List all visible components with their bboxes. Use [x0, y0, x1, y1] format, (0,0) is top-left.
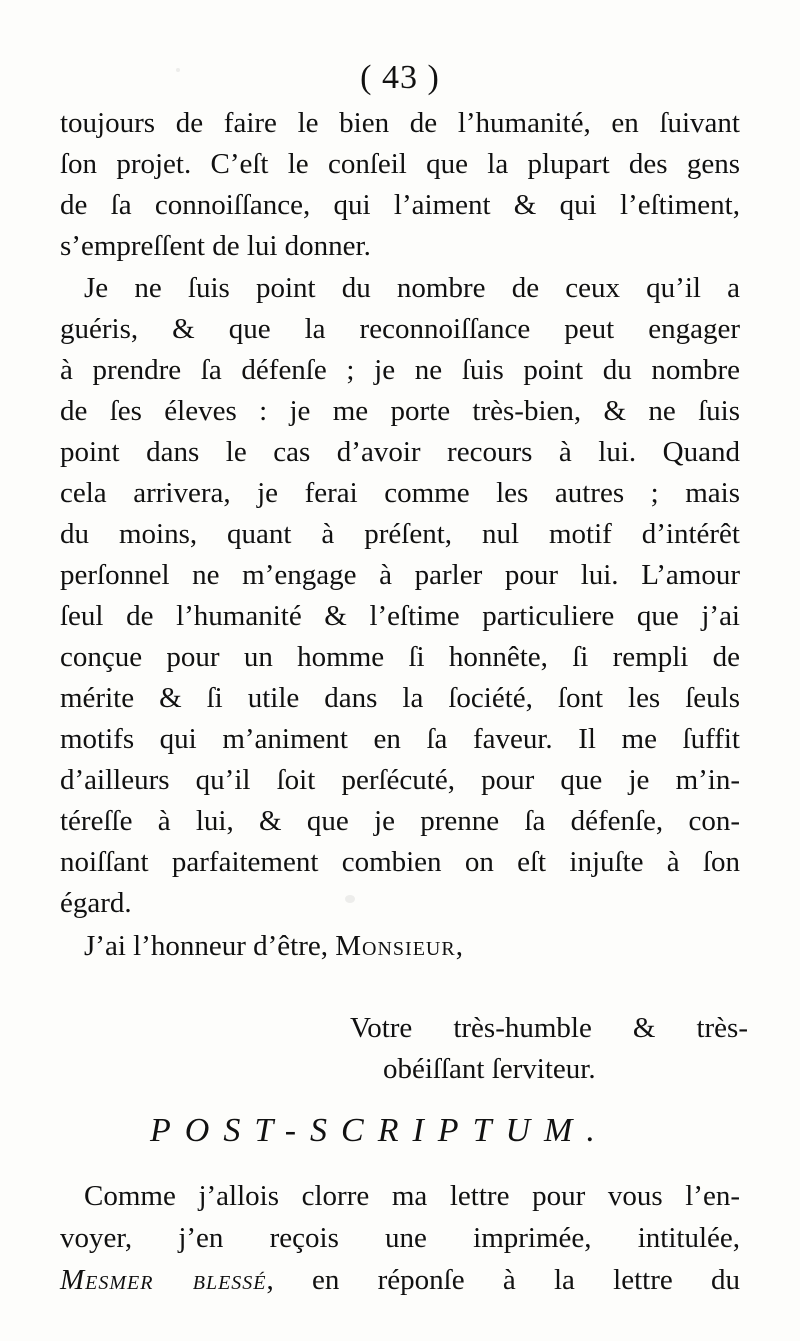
salutation-prefix: J’ai l’honneur d’être,	[84, 930, 336, 962]
postscript-line-1: Comme j’allois clorre ma lettre pour vous l’en-	[84, 1180, 740, 1212]
salutation-name: Monsieur	[335, 930, 456, 962]
text-line-11: du moins, quant à préſent, nul motif d’intérêt	[60, 518, 740, 550]
paper-spot	[176, 68, 180, 72]
postscript-heading: POST-SCRIPTUM.	[150, 1112, 609, 1149]
text-line-1: toujours de faire le bien de l’humanité, en ſuivant	[60, 107, 740, 139]
text-line-12: perſonnel ne m’engage à parler pour lui. L’amour	[60, 559, 740, 591]
text-line-7: à prendre ſa défenſe ; je ne ſuis point du nombre	[60, 354, 740, 386]
paper-spot	[345, 895, 355, 903]
text-line-17: d’ailleurs qu’il ſoit perſécuté, pour que je m’in-	[60, 764, 740, 796]
postscript-line-2: voyer, j’en reçois une imprimée, intitulée,	[60, 1222, 740, 1254]
text-line-13: ſeul de l’humanité & l’eſtime particuliere que j’ai	[60, 600, 740, 632]
closing-line-1: Votre très-humble & très-	[350, 1012, 748, 1044]
text-line-6: guéris, & que la reconnoiſſance peut engager	[60, 313, 740, 345]
text-line-2: ſon projet. C’eſt le conſeil que la plupart des gens	[60, 148, 740, 180]
text-line-20: égard.	[60, 887, 132, 919]
text-line-14: conçue pour un homme ſi honnête, ſi rempli de	[60, 641, 740, 673]
text-line-16: motifs qui m’animent en ſa faveur. Il me ſuffit	[60, 723, 740, 755]
text-line-19: noiſſant parfaitement combien on eſt injuſte à ſon	[60, 846, 740, 878]
page-number: ( 43 )	[360, 59, 440, 96]
text-line-18: téreſſe à lui, & que je prenne ſa défenſe, con-	[60, 805, 740, 837]
text-line-4: s’empreſſent de lui donner.	[60, 230, 371, 262]
closing-line-2: obéiſſant ſerviteur.	[383, 1053, 596, 1085]
text-line-5: Je ne ſuis point du nombre de ceux qu’il a	[84, 272, 740, 304]
text-line-9: point dans le cas d’avoir recours à lui. Quand	[60, 436, 740, 468]
postscript-title: Mesmer blessé	[60, 1264, 267, 1296]
salutation-line	[84, 926, 740, 966]
postscript-line-3-rest: , en réponſe à la lettre du	[266, 1264, 740, 1296]
text-line-3: de ſa connoiſſance, qui l’aiment & qui l’eſtiment,	[60, 189, 740, 221]
text-line-10: cela arrivera, je ferai comme les autres ; mais	[60, 477, 740, 509]
text-line-8: de ſes éleves : je me porte très-bien, & ne ſuis	[60, 395, 740, 427]
salutation-suffix: ,	[455, 930, 463, 962]
text-line-15: mérite & ſi utile dans la ſociété, ſont les ſeuls	[60, 682, 740, 714]
postscript-line-3	[60, 1260, 740, 1300]
